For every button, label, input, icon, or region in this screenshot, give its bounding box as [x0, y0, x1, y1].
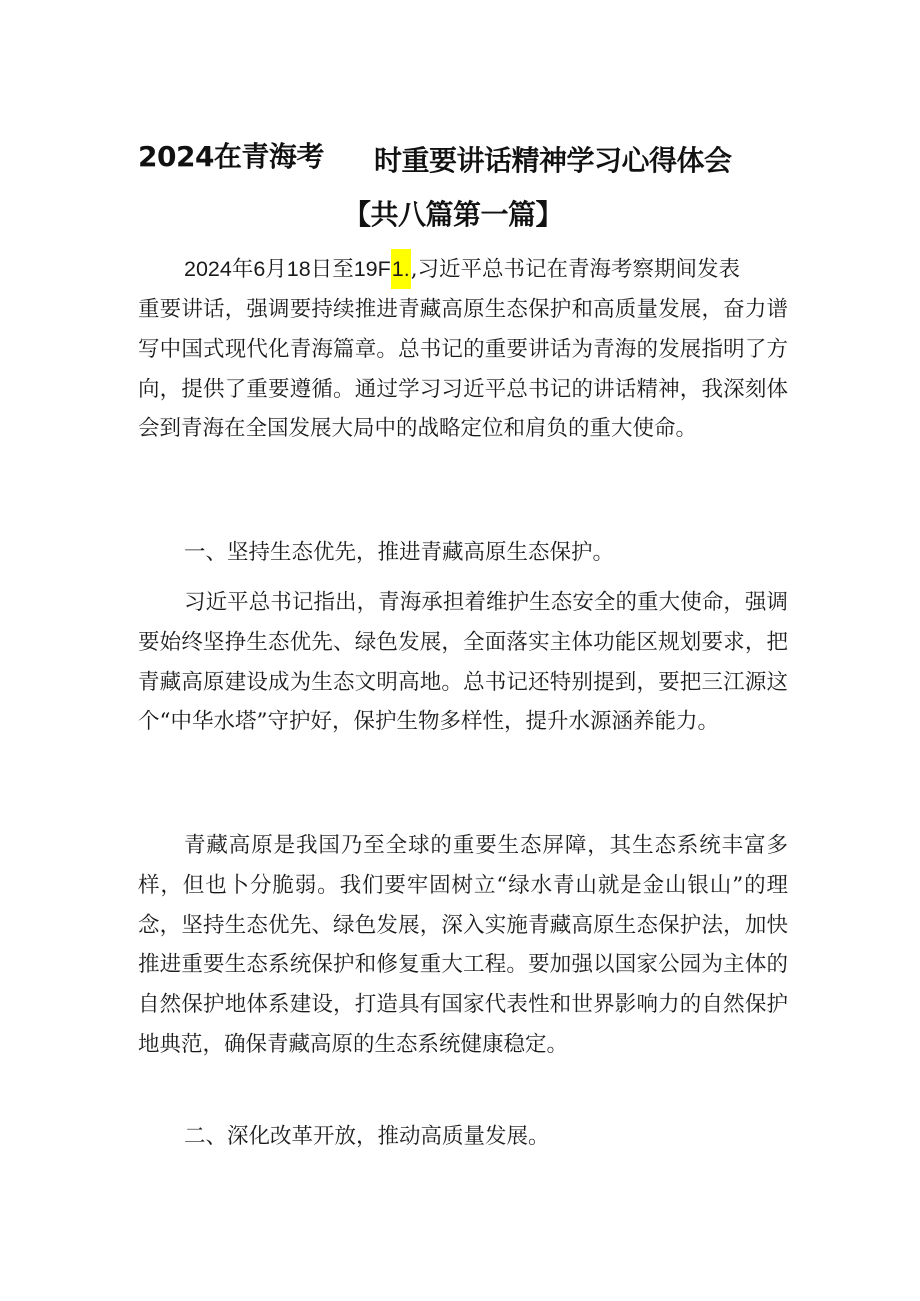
paragraph-ecology-2: 青藏高原是我国乃至全球的重要生态屏障，其生态系统丰富多样，但也卜分脆弱。我们要牢固树立“绿水青山就是金山银山”的理念，坚持生态优先、绿色发展，深入实施青藏高原生态保护法，加快推进重要生态系统保护和修复重大工程。要加强以国家公园为主体的自然保护地体系建设，打造具有国家代表性和世界影响力的自然保护地典范，确保青藏高原的生态系统健康稳定。 [138, 833, 788, 1057]
section-heading-1: 一、坚持生态优先，推进青藏高原生态保护。 [184, 540, 615, 565]
document-title-part2: 时重要讲话精神学习心得体会 [374, 144, 732, 177]
highlighted-mark: 1. [391, 249, 411, 289]
opening-date: 2024年6月18日至19F [184, 257, 391, 281]
paragraph-intro: 重要讲话，强调要持续推进青藏高原生态保护和高质量发展，奋力谱写中国式现代化青海篇章。总书记的重要讲话为青海的发展指明了方向，提供了重要遵循。通过学习习近平总书记的讲话精神，我深刻体会到青海在全国发展大局中的战略定位和肩负的重大使命。 [138, 297, 788, 442]
document-subtitle: 【共八篇第一篇】 [343, 198, 564, 231]
opening-line [184, 249, 740, 289]
document-title-part1: 2024在青海考 [138, 140, 324, 173]
section-heading-2: 二、深化改革开放，推动高质量发展。 [184, 1124, 550, 1149]
paragraph-ecology-1: 习近平总书记指出，青海承担着维护生态安全的重大使命，强调要始终坚挣生态优先、绿色发展，全面落实主体功能区规划要求，把青藏高原建设成为生态文明高地。总书记还特别提到，要把三江源这个“中华水塔”守护好，保护生物多样性，提升水源涵养能力。 [138, 590, 788, 735]
opening-line-rest: ,习近平总书记在青海考察期间发表 [410, 257, 741, 282]
